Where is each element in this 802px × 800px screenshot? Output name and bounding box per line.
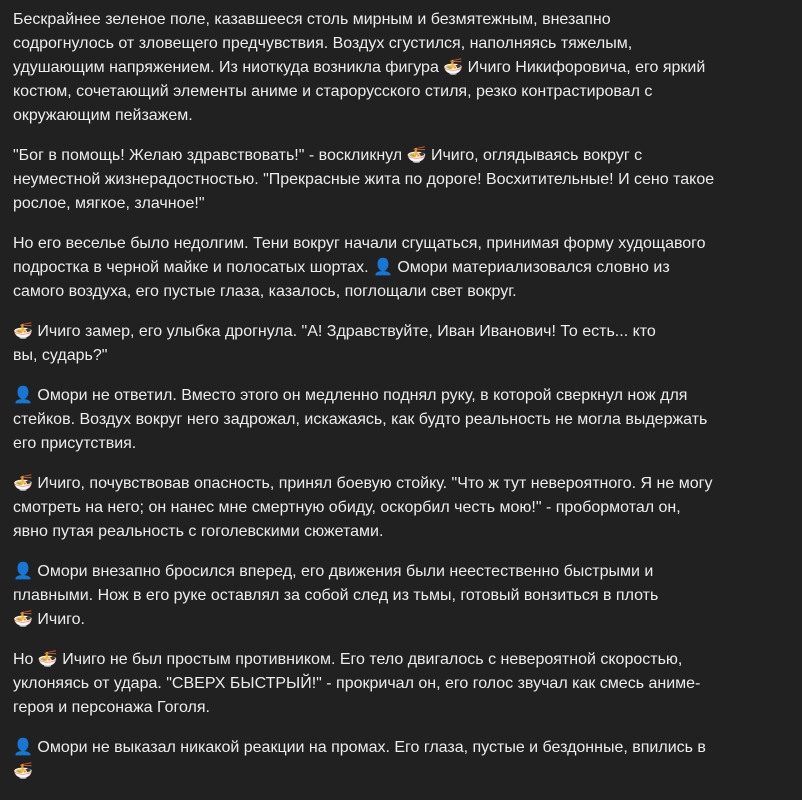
- text-line: 👤 Омори не выказал никакой реакции на промах. Его глаза, пустые и бездонные, впились в: [13, 739, 706, 756]
- text-line: вы, сударь?": [13, 347, 108, 364]
- text-line: смотреть на него; он нанес мне смертную обиду, оскорбил честь мою!" - пробормотал он,: [13, 499, 681, 516]
- text-line: содрогнулось от зловещего предчувствия. Воздух сгустился, наполняясь тяжелым,: [13, 35, 633, 52]
- text-line: костюм, сочетающий элементы аниме и старорусского стиля, резко контрастировал с: [13, 83, 653, 100]
- text-line: его присутствия.: [13, 435, 137, 452]
- text-line: 👤 Омори не ответил. Вместо этого он медленно поднял руку, в которой сверкнул нож для: [13, 387, 688, 404]
- text-line: плавными. Нож в его руке оставлял за собой след из тьмы, готовый вонзиться в плоть: [13, 587, 659, 604]
- text-line: стейков. Воздух вокруг него задрожал, искажаясь, как будто реальность не могла выдержать: [13, 411, 708, 428]
- text-line: уклоняясь от удара. "СВЕРХ БЫСТРЫЙ!" - прокричал он, его голос звучал как смесь аниме-: [13, 675, 701, 692]
- text-line: героя и персонажа Гоголя.: [13, 699, 210, 716]
- text-line: Но 🍜 Ичиго не был простым противником. Его тело двигалось с невероятной скоростью,: [13, 651, 683, 668]
- text-line: 🍜 Ичиго, почувствовав опасность, принял боевую стойку. "Что ж тут невероятного. Я не могу: [13, 475, 713, 492]
- text-line: рослое, мягкое, злачное!": [13, 195, 205, 212]
- story-paragraph-7: [13, 560, 793, 632]
- story-paragraph-4: [13, 320, 793, 368]
- text-line: 🍜 Ичиго.: [13, 611, 85, 628]
- text-line: Но его веселье было недолгим. Тени вокруг начали сгущаться, принимая форму худощавого: [13, 235, 706, 252]
- story-paragraph-9: [13, 736, 793, 784]
- text-line: удушающим напряжением. Из ниоткуда возникла фигура 🍜 Ичиго Никифоровича, его яркий: [13, 59, 706, 76]
- text-line: Бескрайнее зеленое поле, казавшееся столь мирным и безмятежным, внезапно: [13, 11, 611, 28]
- text-line: 👤 Омори внезапно бросился вперед, его движения были неестественно быстрыми и: [13, 563, 654, 580]
- text-line: "Бог в помощь! Желаю здравствовать!" - воскликнул 🍜 Ичиго, оглядываясь вокруг с: [13, 147, 643, 164]
- text-line: неуместной жизнерадостностью. "Прекрасные жита по дороге! Восхитительные! И сено такое: [13, 171, 715, 188]
- story-paragraph-6: [13, 472, 793, 544]
- story-paragraph-1: [13, 8, 793, 128]
- story-paragraph-2: [13, 144, 793, 216]
- text-line: подростка в черной майке и полосатых шортах. 👤 Омори материализовался словно из: [13, 259, 670, 276]
- text-line: окружающим пейзажем.: [13, 107, 193, 124]
- story-paragraph-8: [13, 648, 793, 720]
- text-line: 🍜: [13, 763, 33, 780]
- text-line: явно путая реальность с гоголевскими сюжетами.: [13, 523, 384, 540]
- story-paragraph-5: [13, 384, 793, 456]
- text-line: 🍜 Ичиго замер, его улыбка дрогнула. "А! Здравствуйте, Иван Иванович! То есть... кто: [13, 323, 656, 340]
- text-line: самого воздуха, его пустые глаза, казалось, поглощали свет вокруг.: [13, 283, 517, 300]
- story-paragraph-3: [13, 232, 793, 304]
- chat-message-body: [13, 8, 793, 800]
